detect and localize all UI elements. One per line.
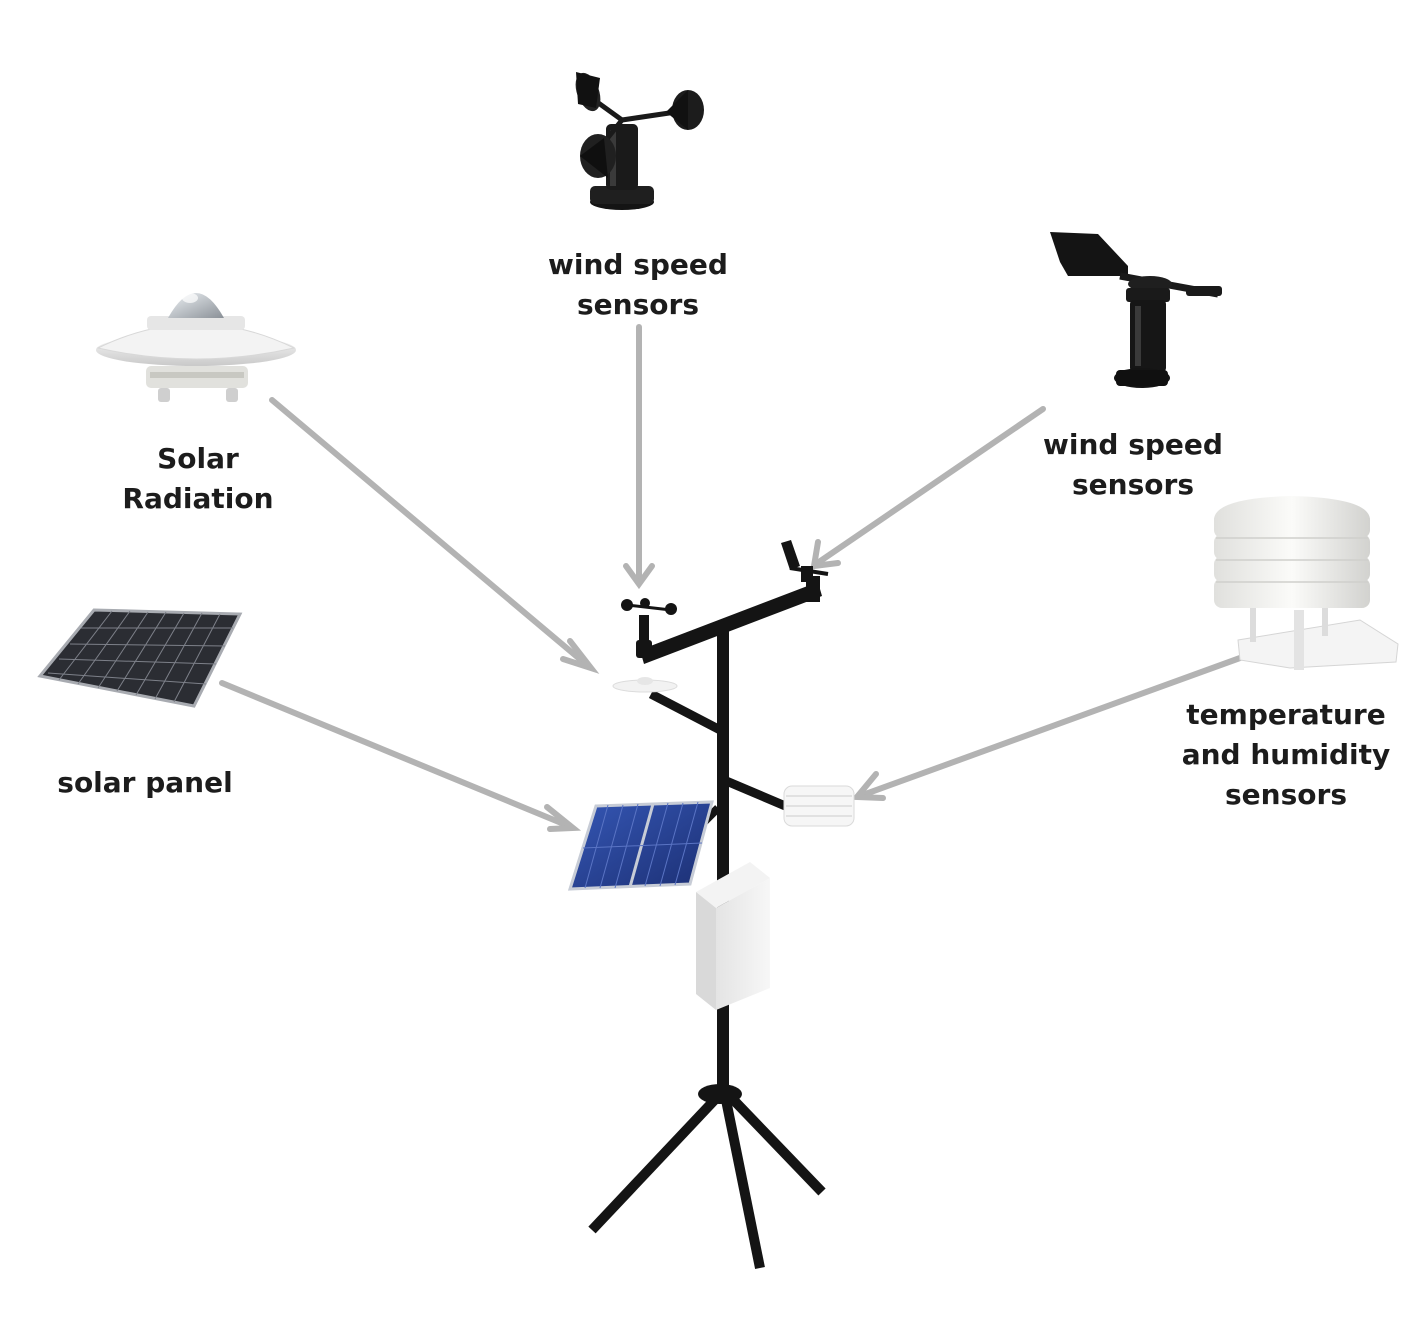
label-solar-radiation-line-2: Radiation — [122, 482, 274, 515]
label-anemometer-line-1: wind speed — [548, 248, 728, 281]
mast-temp-shield — [784, 786, 854, 826]
solar-panel-icon — [40, 610, 240, 706]
wind-vane-icon — [1050, 232, 1222, 388]
label-temp-humidity — [1176, 695, 1396, 815]
mast-solar-panel — [570, 802, 712, 889]
pyranometer-icon — [96, 293, 296, 402]
label-solar-radiation — [98, 439, 298, 519]
label-anemometer-line-2: sensors — [577, 288, 699, 321]
label-temp-humidity-line-1: temperature — [1186, 698, 1386, 731]
label-wind-vane-line-2: sensors — [1072, 468, 1194, 501]
mast-pyranometer — [613, 677, 677, 692]
arrow-wind-vane — [814, 409, 1043, 566]
label-temp-humidity-line-3: sensors — [1225, 778, 1347, 811]
label-wind-vane — [1033, 425, 1233, 505]
arrow-solar-panel — [222, 683, 573, 829]
arrow-solar-radiation — [272, 400, 591, 668]
tripod — [592, 1090, 822, 1268]
label-solar-panel-line-1: solar panel — [57, 766, 233, 799]
label-wind-vane-line-1: wind speed — [1043, 428, 1223, 461]
label-solar-radiation-line-1: Solar — [157, 442, 239, 475]
label-anemometer — [538, 245, 738, 325]
label-temp-humidity-line-2: and humidity — [1181, 738, 1391, 771]
label-solar-panel — [45, 763, 245, 803]
radiation-shield-icon — [1214, 496, 1398, 670]
anemometer-icon — [571, 69, 704, 210]
arrow-anemometer — [626, 327, 652, 584]
controller-box — [696, 862, 770, 1010]
